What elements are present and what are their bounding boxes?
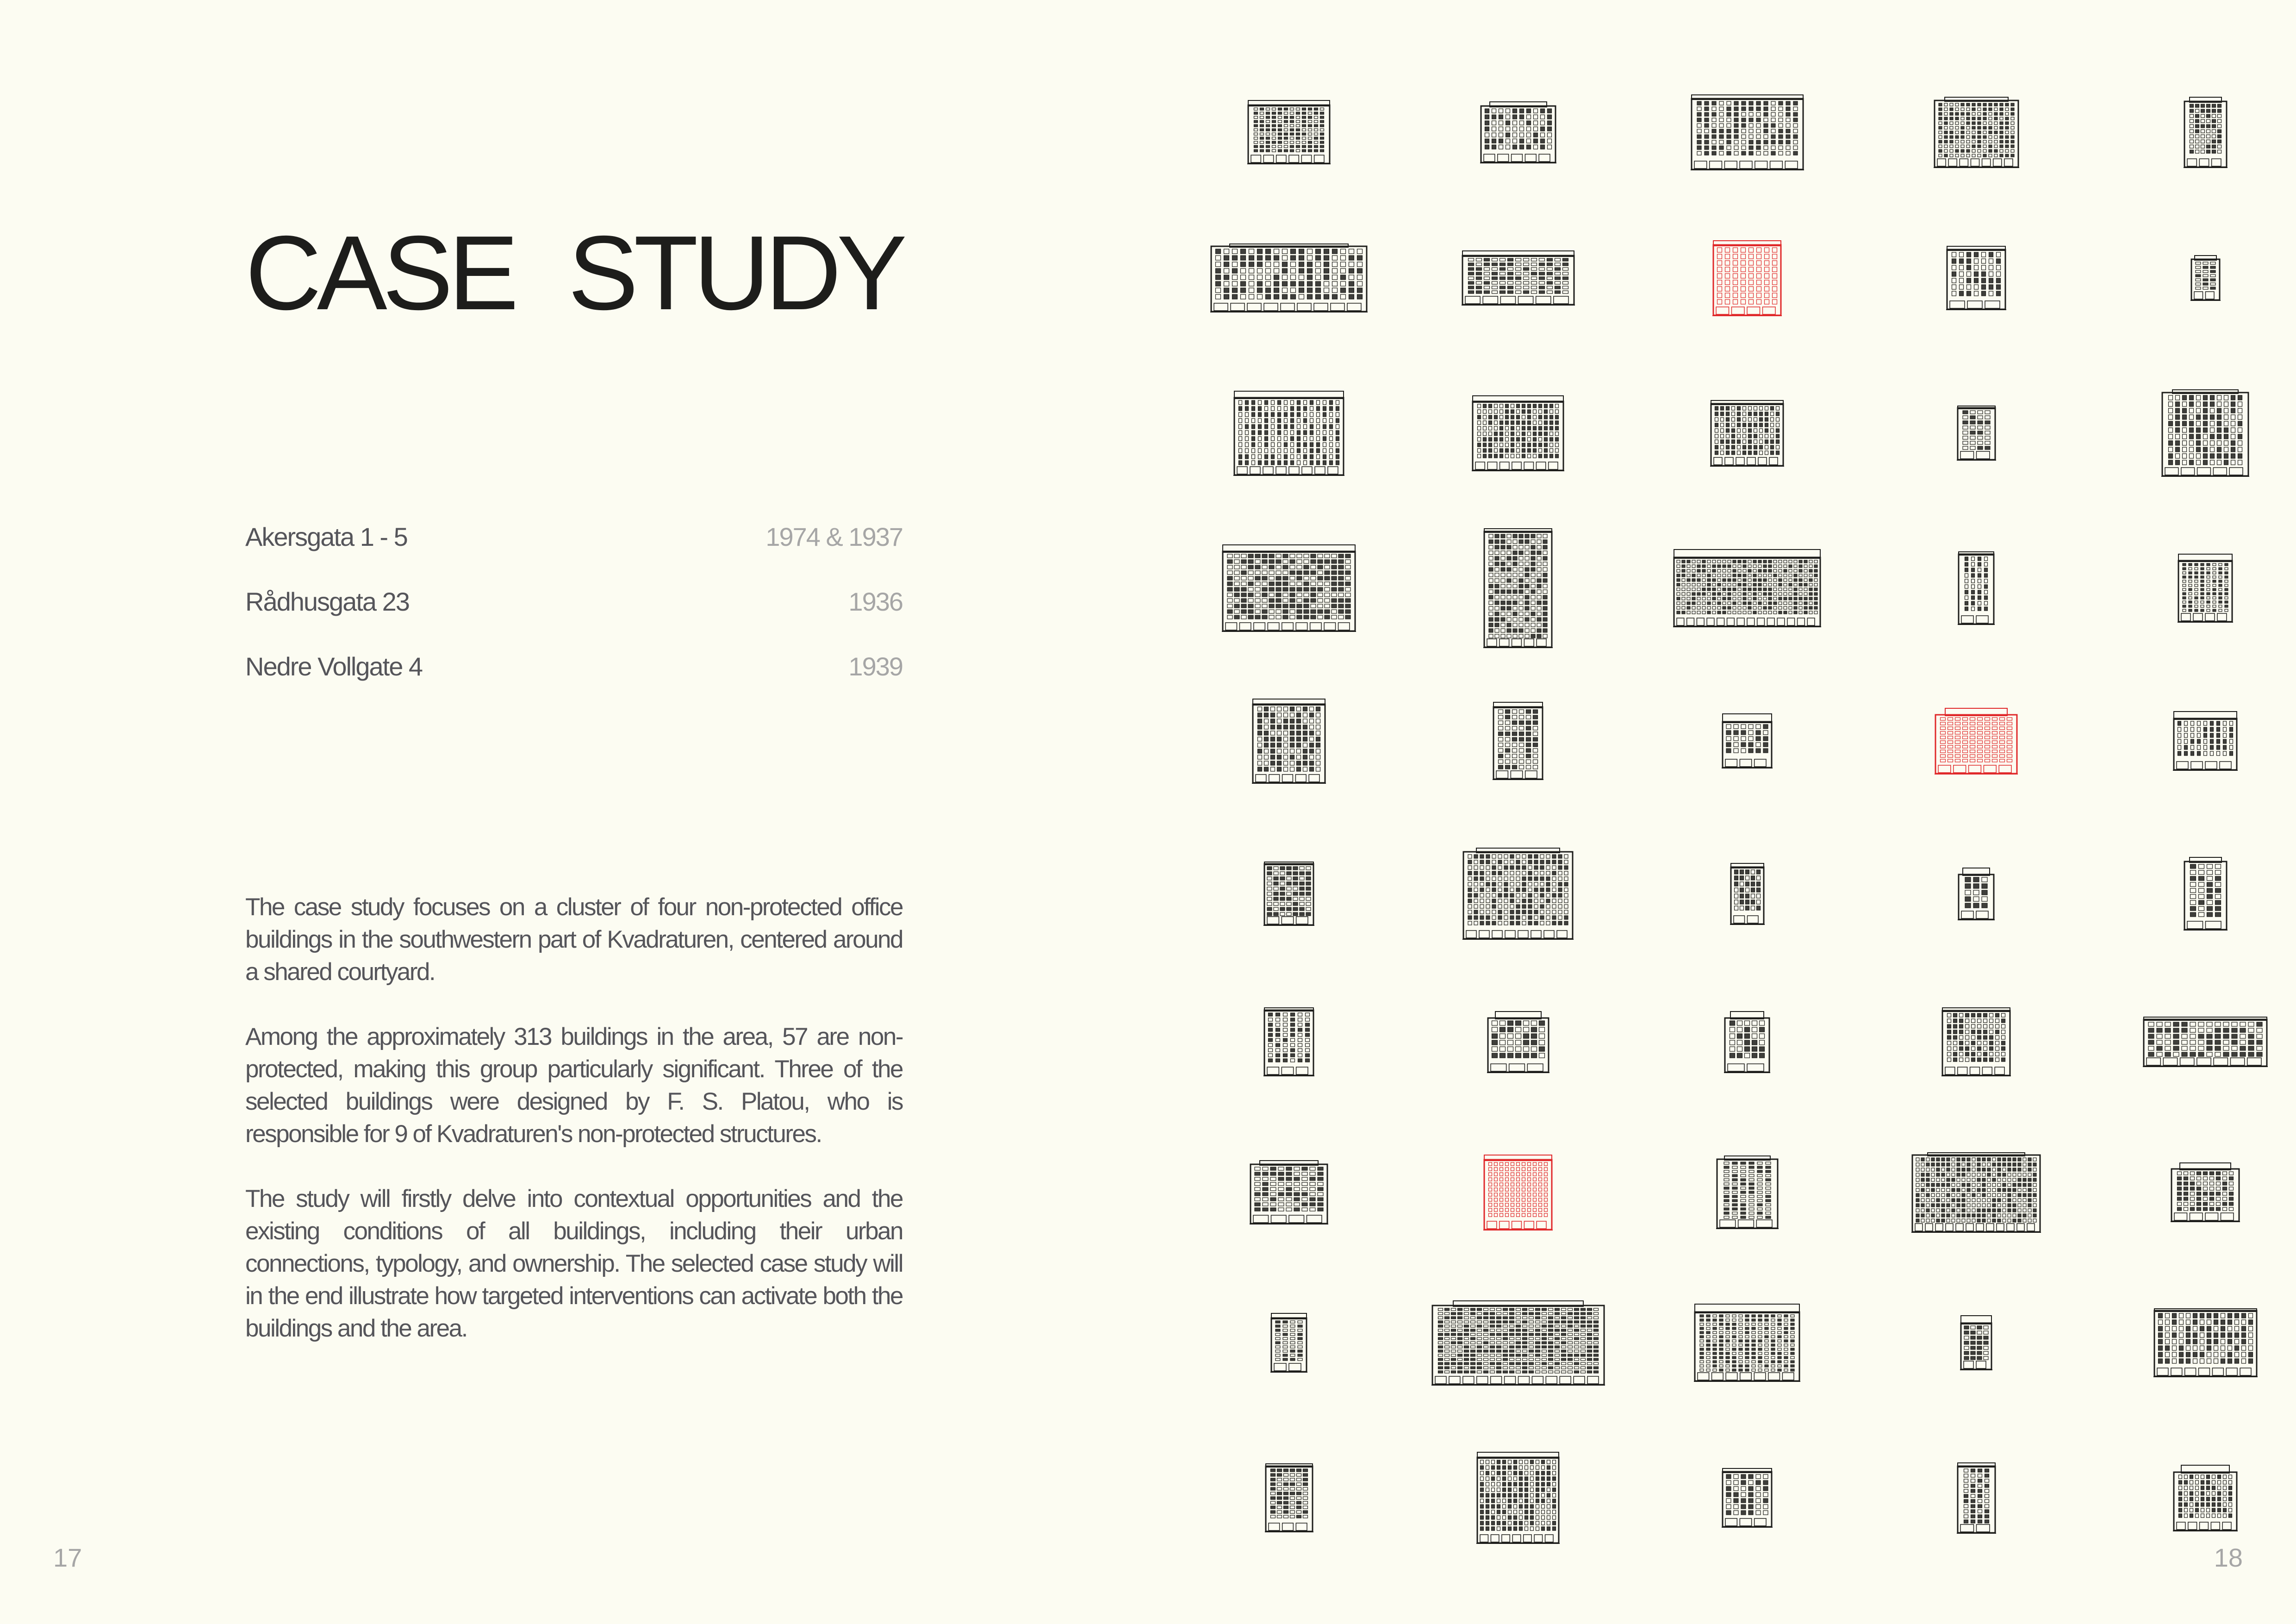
building-elevation-drawing: [1673, 549, 1821, 627]
building-elevation-drawing: [1957, 1462, 1996, 1534]
paragraph-significance: Among the approximately 313 buildings in the area, 57 are non-protected, making this group particularly significant. Three of the selected buildings were designed by F. S. Platou, who is responsible for 9 of Kvadraturen's non-protected structures.: [245, 1023, 902, 1148]
building-elevation-drawing: [1263, 861, 1314, 926]
building-elevation-drawing: [1250, 1160, 1328, 1224]
title-word-study: STUDY: [568, 214, 902, 332]
building-elevation-drawing: [1462, 847, 1574, 940]
body-text: [245, 891, 902, 1377]
building-elevation-drawing: [1730, 862, 1765, 925]
building-elevation-drawing: [1710, 400, 1784, 467]
building-elevation-drawing: [1691, 94, 1804, 170]
paragraph-intro: The case study focuses on a cluster of four non-protected office buildings in the southwestern part of Kvadraturen, centered around a shared courtyard.: [245, 893, 902, 986]
building-elevation-drawing: [2153, 1308, 2258, 1377]
title-word-case: CASE: [245, 214, 514, 332]
building-elevation-drawing: [1934, 96, 2019, 168]
building-elevation-drawing: [1946, 245, 2006, 310]
address-year: 1939: [848, 652, 902, 681]
building-elevation-drawing: [1263, 1007, 1314, 1076]
building-elevation-drawing: [2190, 255, 2221, 301]
building-elevation-drawing: [1210, 243, 1368, 312]
address-row: [245, 583, 902, 648]
building-elevation-drawing: [2171, 1162, 2240, 1222]
building-elevation-drawing: [1911, 1152, 2041, 1233]
building-elevation-drawing: [1247, 100, 1331, 164]
building-elevation-drawing: [1722, 713, 1773, 768]
building-elevation-drawing: [2178, 553, 2233, 623]
building-elevation-drawing: [1265, 1463, 1313, 1532]
building-elevation-drawing: [1487, 1011, 1549, 1073]
building-elevation-drawing: [1716, 1155, 1779, 1229]
building-elevation-drawing: [1252, 698, 1326, 784]
address-name: Nedre Vollgate 4: [245, 652, 423, 681]
building-elevation-drawing: [1493, 701, 1543, 780]
building-elevation-grid: [1203, 0, 2296, 1624]
building-elevation-drawing: [1957, 405, 1996, 461]
building-elevation-drawing: [1222, 544, 1356, 632]
address-row: [245, 518, 902, 583]
building-elevation-drawing: [1958, 867, 1995, 920]
building-elevation-drawing: [1724, 1011, 1770, 1073]
building-elevation-drawing: [2184, 96, 2228, 168]
address-list: [245, 518, 902, 713]
address-name: Akersgata 1 - 5: [245, 522, 407, 551]
building-elevation-drawing: [1694, 1303, 1800, 1382]
building-elevation-drawing: [1476, 1451, 1560, 1544]
page-number-left: 17: [53, 1543, 82, 1572]
building-elevation-drawing: [1233, 390, 1344, 476]
building-elevation-drawing: [2184, 856, 2228, 931]
building-elevation-drawing: [1431, 1300, 1605, 1386]
building-elevation-drawing: [1712, 240, 1782, 316]
building-elevation-drawing: [2161, 389, 2249, 477]
building-elevation-drawing: [2173, 711, 2238, 771]
building-elevation-drawing: [1472, 395, 1564, 471]
building-elevation-drawing: [1960, 1315, 1992, 1370]
building-elevation-drawing: [1270, 1312, 1307, 1373]
building-elevation-drawing: [1462, 250, 1575, 306]
page-title: [245, 213, 902, 333]
paragraph-method: The study will firstly delve into contextual opportunities and the existing conditions of all buildings, including their urban connections, typology, and ownership. The selected case study will in the end illustrate how targeted interventions can activate both the buildings and the area.: [245, 1185, 902, 1342]
building-elevation-drawing: [1935, 707, 2018, 775]
building-elevation-drawing: [2143, 1016, 2268, 1067]
building-elevation-drawing: [1480, 101, 1556, 163]
address-name: Rådhusgata 23: [245, 587, 409, 616]
building-elevation-drawing: [1958, 551, 1995, 625]
building-elevation-drawing: [1483, 528, 1553, 648]
address-year: 1936: [848, 587, 902, 616]
building-elevation-drawing: [1722, 1468, 1773, 1528]
address-row: [245, 648, 902, 713]
address-year: 1974 & 1937: [765, 522, 902, 551]
building-elevation-drawing: [1941, 1007, 2011, 1076]
page-number-right: 18: [2214, 1543, 2243, 1572]
building-elevation-drawing: [1483, 1154, 1553, 1230]
building-elevation-drawing: [2173, 1464, 2238, 1531]
